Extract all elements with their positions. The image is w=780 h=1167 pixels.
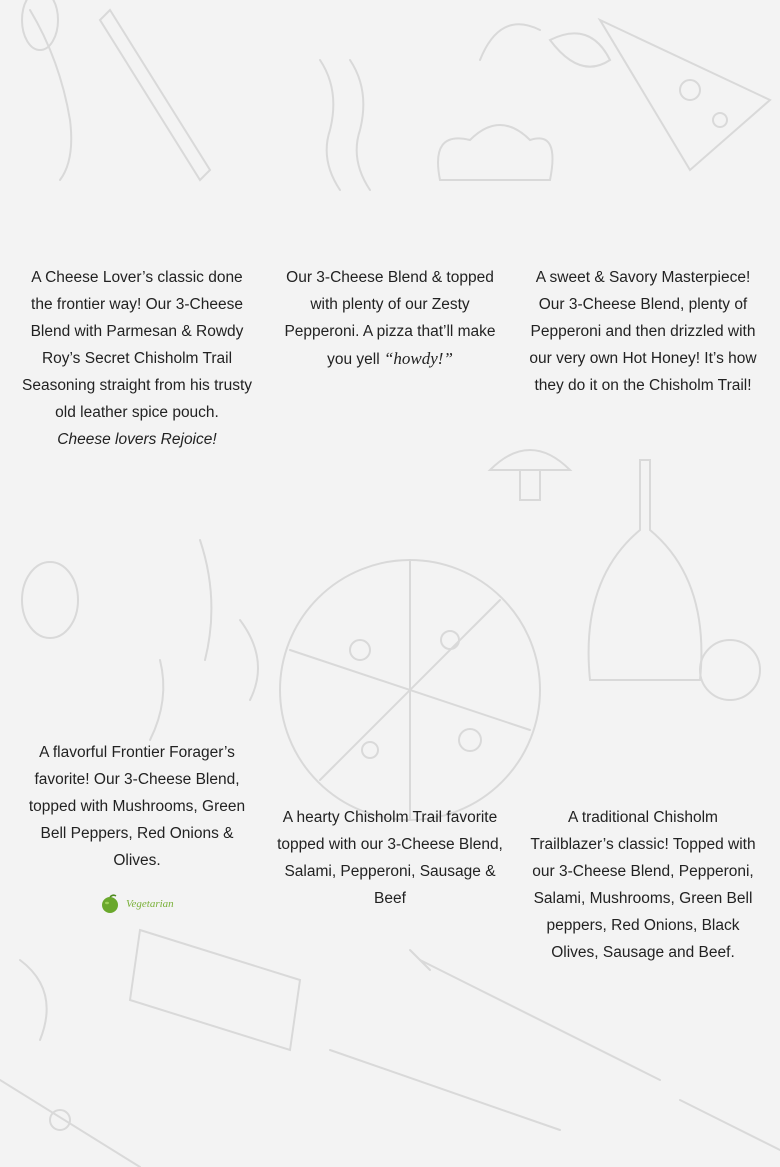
item-description-body: Our 3-Cheese Blend & topped with plenty of our Zesty Pepperoni. A pizza that’ll make you yell <box>284 269 496 368</box>
menu-item-description <box>272 804 508 912</box>
menu-item-description <box>19 739 255 874</box>
vegetarian-label: Vegetarian <box>126 898 174 910</box>
item-description-text: A sweet & Savory Masterpiece! Our 3-Cheese Blend, plenty of Pepperoni and then drizzled with our very own Hot Honey! It’s how they do it on the Chisholm Trail! <box>529 269 757 394</box>
item-description-text <box>272 264 508 373</box>
menu-item-description <box>272 264 508 373</box>
vegetarian-leaf-icon <box>100 894 120 914</box>
item-description-text: A Cheese Lover’s classic done the frontier way! Our 3-Cheese Blend with Parmesan & Rowdy Roy’s Secret Chisholm Trail Seasoning straight from his trusty old leather spice pouch. <box>21 269 253 421</box>
item-description-text: A flavorful Frontier Forager’s favorite! Our 3-Cheese Blend, topped with Mushrooms, Green Bell Peppers, Red Onions & Olives. <box>28 744 246 869</box>
item-tagline: Cheese lovers Rejoice! <box>57 431 217 448</box>
item-quote: “howdy!” <box>383 349 453 368</box>
item-description-text: A hearty Chisholm Trail favorite topped with our 3-Cheese Blend, Salami, Pepperoni, Sausage & Beef <box>277 809 503 907</box>
menu-item-description <box>525 264 761 399</box>
menu-item-description <box>19 264 255 453</box>
item-description-text: A traditional Chisholm Trailblazer’s classic! Topped with our 3-Cheese Blend, Pepperoni, Salami, Mushrooms, Green Bell peppers, Red Onions, Black Olives, Sausage and Beef. <box>530 809 756 961</box>
vegetarian-badge <box>100 894 174 914</box>
menu-item-description <box>525 804 761 966</box>
